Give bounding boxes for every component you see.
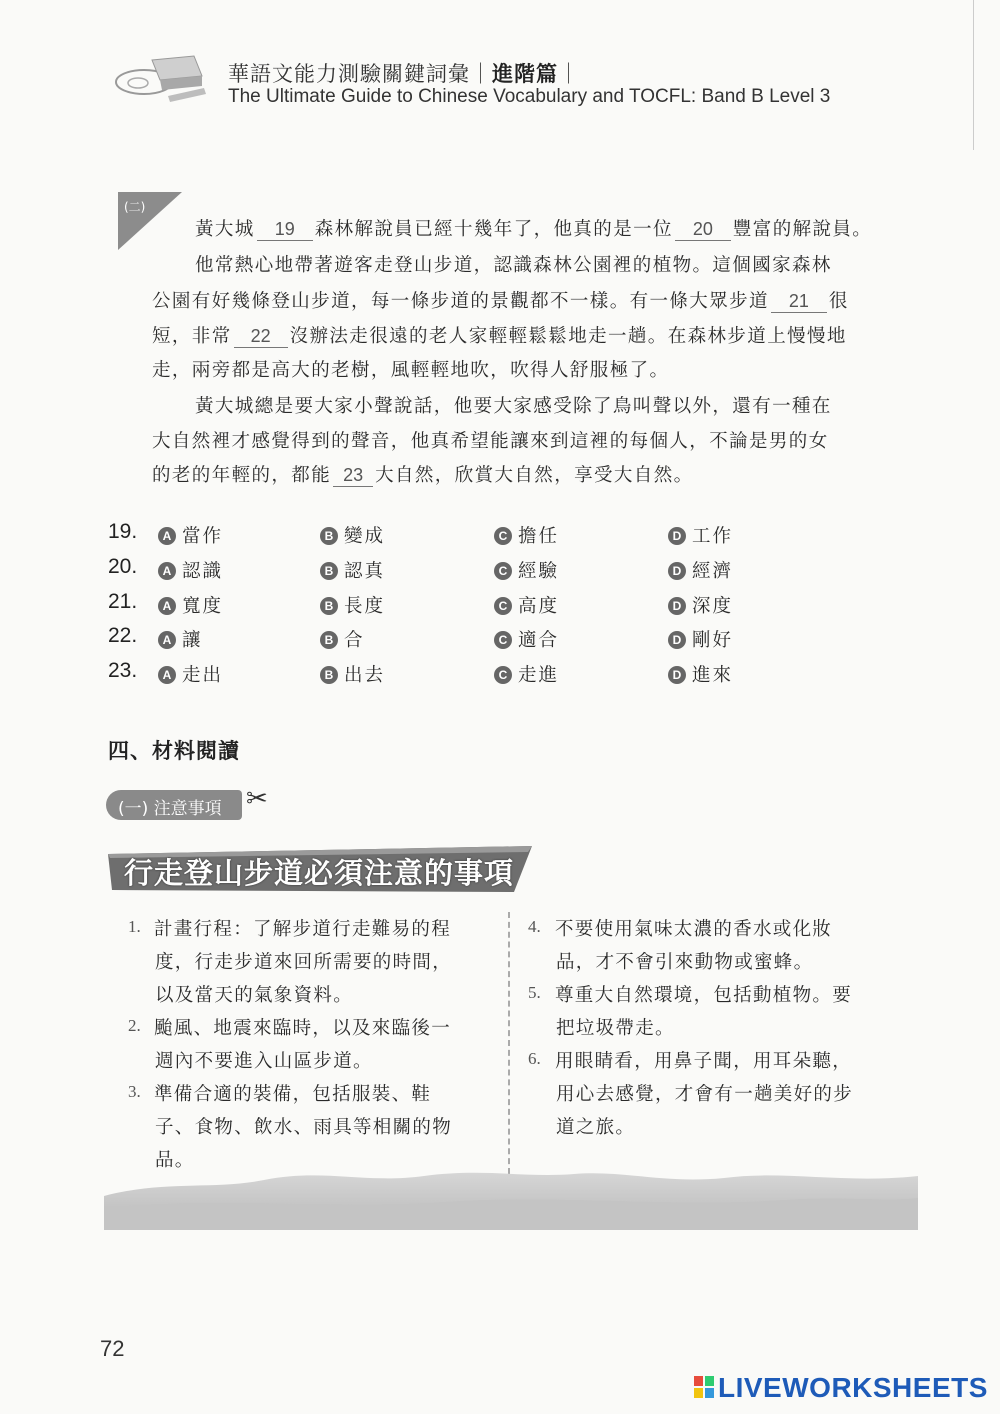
option-c[interactable] xyxy=(494,592,559,618)
option-text: 工作 xyxy=(692,526,734,547)
option-c[interactable] xyxy=(494,626,559,652)
notice-item-line: 計畫行程：了解步道行走難易的程 xyxy=(154,919,452,940)
option-letter-b-icon: B xyxy=(320,666,338,684)
option-letter-c-icon: C xyxy=(494,562,512,580)
option-a[interactable] xyxy=(158,661,223,687)
page-number: 72 xyxy=(100,1336,125,1361)
option-letter-c-icon: C xyxy=(494,631,512,649)
option-text: 出去 xyxy=(344,665,386,686)
notice-item-line: 道之旅。 xyxy=(556,1117,636,1138)
option-text: 經濟 xyxy=(692,561,734,582)
notice-item-number: 1. xyxy=(128,917,141,936)
blank-20[interactable]: 20 xyxy=(675,219,731,241)
subsection-label: (一) 注意事項 xyxy=(118,799,222,819)
notice-item-line: 用心去感覺，才會有一趟美好的步 xyxy=(556,1084,854,1105)
option-letter-d-icon: D xyxy=(668,597,686,615)
option-letter-b-icon: B xyxy=(320,562,338,580)
option-a[interactable] xyxy=(158,522,223,548)
option-text: 高度 xyxy=(518,596,560,617)
option-letter-c-icon: C xyxy=(494,666,512,684)
option-text: 進來 xyxy=(692,665,734,686)
passage-line: 走，兩旁都是高大的老樹，風輕輕地吹，吹得人舒服極了。 xyxy=(152,360,670,381)
option-b[interactable] xyxy=(320,522,385,548)
passage-line: 黃大城 19 森林解說員已經十幾年了，他真的是一位 20 豐富的解說員。 xyxy=(195,219,873,240)
option-letter-b-icon: B xyxy=(320,597,338,615)
passage-line: 公園有好幾條登山步道，每一條步道的景觀都不一樣。有一條大眾步道 21 很 xyxy=(152,291,849,312)
notice-item-number: 5. xyxy=(528,983,541,1002)
option-text: 走出 xyxy=(182,665,224,686)
notice-item-number: 3. xyxy=(128,1082,141,1101)
column-divider xyxy=(508,912,510,1174)
option-letter-b-icon: B xyxy=(320,527,338,545)
option-letter-a-icon: A xyxy=(158,666,176,684)
liveworksheets-watermark: LIVEWORKSHEETS xyxy=(718,1372,988,1403)
scissors-icon: ✂ xyxy=(246,784,268,814)
liveworksheets-logo-icon xyxy=(694,1376,714,1398)
passage-line: 的老的年輕的，都能 23 大自然，欣賞大自然，享受大自然。 xyxy=(152,465,694,486)
notice-item-line: 品，才不會引來動物或蜜蜂。 xyxy=(556,952,814,973)
option-text: 變成 xyxy=(344,526,386,547)
notice-item-line: 颱風、地震來臨時，以及來臨後一 xyxy=(154,1018,452,1039)
option-c[interactable] xyxy=(494,557,559,583)
option-letter-d-icon: D xyxy=(668,631,686,649)
mountain-silhouette xyxy=(104,1150,918,1230)
banner-title: 行走登山步道必須注意的事項 xyxy=(124,856,515,890)
section-tag-label: (二) xyxy=(124,200,146,214)
option-d[interactable] xyxy=(668,626,733,652)
option-letter-d-icon: D xyxy=(668,562,686,580)
option-letter-c-icon: C xyxy=(494,597,512,615)
question-number: 23. xyxy=(108,659,138,682)
option-text: 適合 xyxy=(518,630,560,651)
blank-23[interactable]: 23 xyxy=(333,465,373,487)
option-text: 長度 xyxy=(344,596,386,617)
option-text: 讓 xyxy=(182,630,203,651)
option-text: 認真 xyxy=(344,561,386,582)
option-letter-b-icon: B xyxy=(320,631,338,649)
option-d[interactable] xyxy=(668,522,733,548)
option-text: 走進 xyxy=(518,665,560,686)
option-text: 當作 xyxy=(182,526,224,547)
passage-line: 黃大城總是要大家小聲說話，他要大家感受除了鳥叫聲以外，還有一種在 xyxy=(195,396,832,417)
option-d[interactable] xyxy=(668,557,733,583)
question-number: 20. xyxy=(108,555,138,578)
option-letter-a-icon: A xyxy=(158,527,176,545)
passage-line: 他常熱心地帶著遊客走登山步道，認識森林公園裡的植物。這個國家森林 xyxy=(195,255,832,276)
option-a[interactable] xyxy=(158,626,203,652)
option-text: 認識 xyxy=(182,561,224,582)
option-letter-a-icon: A xyxy=(158,562,176,580)
option-text: 擔任 xyxy=(518,526,560,547)
option-b[interactable] xyxy=(320,661,385,687)
passage-line: 短，非常 22 沒辦法走很遠的老人家輕輕鬆鬆地走一趟。在森林步道上慢慢地 xyxy=(152,326,847,347)
notice-item-line: 以及當天的氣象資料。 xyxy=(155,985,354,1006)
notice-item-line: 準備合適的裝備，包括服裝、鞋 xyxy=(154,1084,432,1105)
option-b[interactable] xyxy=(320,557,385,583)
notice-item-line: 週內不要進入山區步道。 xyxy=(155,1051,373,1072)
option-a[interactable] xyxy=(158,557,223,583)
option-b[interactable] xyxy=(320,592,385,618)
option-letter-c-icon: C xyxy=(494,527,512,545)
option-letter-a-icon: A xyxy=(158,631,176,649)
option-d[interactable] xyxy=(668,592,733,618)
question-number: 19. xyxy=(108,520,138,543)
question-number: 22. xyxy=(108,624,138,647)
notice-item-line: 用眼睛看，用鼻子聞，用耳朵聽， xyxy=(555,1051,853,1072)
blank-19[interactable]: 19 xyxy=(257,219,313,241)
option-letter-d-icon: D xyxy=(668,527,686,545)
notice-item-number: 6. xyxy=(528,1049,541,1068)
option-text: 寬度 xyxy=(182,596,224,617)
passage-line: 大自然裡才感覺得到的聲音，他真希望能讓來到這裡的每個人，不論是男的女 xyxy=(152,431,829,452)
option-b[interactable] xyxy=(320,626,365,652)
book-graduation-cap-icon xyxy=(108,52,218,106)
notice-item-line: 度，行走步道來回所需要的時間， xyxy=(155,952,453,973)
notice-item-number: 2. xyxy=(128,1016,141,1035)
blank-22[interactable]: 22 xyxy=(234,326,288,348)
option-letter-d-icon: D xyxy=(668,666,686,684)
option-text: 深度 xyxy=(692,596,734,617)
section-title: 四、材料閱讀 xyxy=(108,739,240,763)
notice-item-line: 子、食物、飲水、雨具等相關的物 xyxy=(155,1117,453,1138)
option-text: 合 xyxy=(344,630,365,651)
notice-item-number: 4. xyxy=(528,917,541,936)
option-text: 剛好 xyxy=(692,630,734,651)
option-c[interactable] xyxy=(494,522,559,548)
notice-item-line: 品。 xyxy=(155,1150,195,1171)
option-text: 經驗 xyxy=(518,561,560,582)
page-edge-line xyxy=(973,0,974,150)
notice-item-line: 把垃圾帶走。 xyxy=(556,1018,675,1039)
notice-item-line: 不要使用氣味太濃的香水或化妝 xyxy=(555,919,833,940)
blank-21[interactable]: 21 xyxy=(771,291,827,313)
option-a[interactable] xyxy=(158,592,223,618)
question-number: 21. xyxy=(108,590,138,613)
option-letter-a-icon: A xyxy=(158,597,176,615)
header-title-en: The Ultimate Guide to Chinese Vocabulary and TOCFL: Band B Level 3 xyxy=(228,86,831,107)
header-title-zh: 華語文能力測驗關鍵詞彙｜進階篇｜ xyxy=(228,62,580,86)
notice-item-line: 尊重大自然環境，包括動植物。要 xyxy=(555,985,853,1006)
option-d[interactable] xyxy=(668,661,733,687)
option-c[interactable] xyxy=(494,661,559,687)
